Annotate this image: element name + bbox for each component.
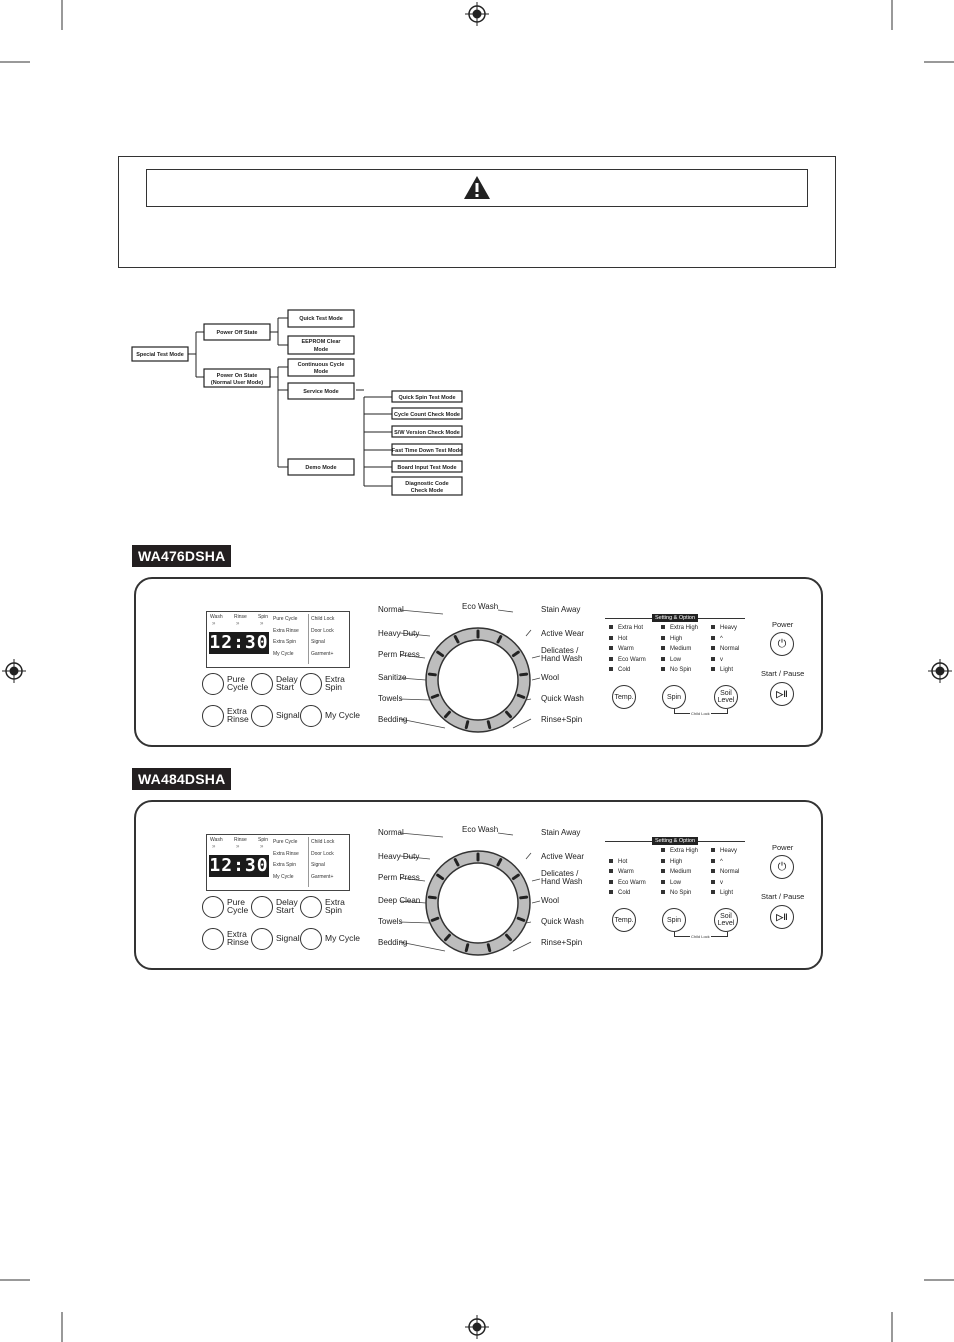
indicator-label: Normal: [720, 869, 740, 875]
cycle-label[interactable]: Eco Wash: [462, 602, 499, 611]
option-button[interactable]: [202, 705, 224, 727]
setting-button-label: [614, 917, 633, 924]
node-diag-2: Check Mode: [410, 488, 444, 494]
dial-knob[interactable]: [438, 863, 518, 943]
dial-tick: [488, 945, 489, 951]
indicator-led: [661, 848, 665, 852]
dial-tick: [518, 918, 524, 920]
option-indicator: [661, 848, 698, 854]
indicator-led: [711, 869, 715, 873]
option-indicator: [609, 890, 630, 896]
indicator-led: [711, 625, 715, 629]
time-value: 12:30: [209, 632, 269, 653]
indicator-label: Hot: [618, 858, 628, 865]
indicator-led: [609, 625, 613, 629]
indicator-led: [661, 869, 665, 873]
lcd-stage-label: Rinse: [234, 614, 247, 620]
option-button-label: [276, 934, 300, 942]
node-demo: Demo Mode: [305, 465, 337, 471]
indicator-led: [661, 646, 665, 650]
cycle-label[interactable]: Normal: [378, 605, 404, 614]
cycle-label[interactable]: Active Wear: [541, 629, 584, 638]
indicator-led: [609, 859, 613, 863]
indicator-label: Heavy: [720, 625, 738, 631]
node-fast-time: Fast Time Down Test Mode: [391, 448, 463, 454]
setting-label: Setting & Option: [652, 614, 698, 622]
label-line-1: Delay: [276, 897, 298, 907]
start-pause-label: Start / Pause: [761, 892, 805, 901]
cycle-label[interactable]: Wool: [541, 673, 560, 682]
cycle-label[interactable]: Rinse+Spin: [541, 715, 583, 724]
node-eeprom-2: Mode: [313, 347, 329, 353]
dial-knob[interactable]: [438, 640, 518, 720]
indicator-label: High: [670, 858, 683, 865]
node-quick-test: Quick Test Mode: [299, 316, 343, 322]
indicator-label: Low: [670, 656, 682, 663]
cycle-label[interactable]: Stain Away: [541, 828, 581, 837]
lcd-indicator: Extra Spin: [273, 862, 297, 868]
indicator-led: [609, 667, 613, 671]
time-display: [209, 632, 269, 654]
leader-line: [513, 719, 531, 728]
setting-button[interactable]: [662, 685, 686, 709]
option-button[interactable]: [300, 896, 322, 918]
setting-button-label: [718, 690, 735, 704]
dial-tick: [429, 674, 435, 675]
cycle-label[interactable]: Normal: [378, 828, 404, 837]
indicator-label: Extra Hot: [618, 625, 644, 631]
option-button-label: [325, 675, 345, 691]
option-indicator: [609, 859, 627, 865]
indicator-led: [711, 859, 715, 863]
indicator-label: Medium: [670, 646, 692, 652]
cycle-label[interactable]: Towels: [378, 917, 403, 926]
node-continuous-2: Mode: [313, 369, 329, 375]
cycle-label[interactable]: Delicates /: [541, 646, 579, 655]
option-indicator: [711, 890, 733, 896]
leader-line: [400, 610, 443, 614]
label-line-1: Temp.: [614, 693, 634, 701]
indicator-label: No Spin: [670, 890, 692, 896]
power-button[interactable]: [770, 632, 794, 656]
option-button[interactable]: [202, 896, 224, 918]
option-indicator: [711, 880, 723, 886]
indicator-led: [609, 890, 613, 894]
label-line-1: Temp.: [614, 916, 634, 924]
power-button[interactable]: [770, 855, 794, 879]
lcd-arrow-icon: »: [236, 844, 240, 850]
option-indicator: [661, 657, 681, 663]
indicator-label: Hot: [618, 635, 628, 642]
option-indicator: [609, 869, 634, 875]
option-button-label: [227, 675, 248, 691]
option-button-label: [325, 934, 360, 942]
indicator-label: No Spin: [670, 667, 692, 673]
node-diag-1: Diagnostic Code: [405, 481, 449, 487]
setting-button[interactable]: [662, 908, 686, 932]
cycle-label[interactable]: Active Wear: [541, 852, 584, 861]
lcd-arrow-icon: »: [212, 844, 216, 850]
option-indicator: [609, 625, 643, 631]
option-button[interactable]: [251, 705, 273, 727]
label-line-2: Rinse: [227, 714, 249, 724]
option-button-label: [276, 711, 300, 719]
dial-tick: [518, 695, 524, 697]
label-line-2: Start: [276, 905, 294, 915]
node-power-off: Power Off State: [216, 330, 258, 336]
indicator-label: Low: [670, 879, 682, 886]
node-service: Service Mode: [303, 389, 339, 395]
node-board-input: Board Input Test Mode: [397, 465, 457, 471]
time-value: 12:30: [209, 855, 269, 876]
option-indicator: [661, 625, 698, 631]
lcd-indicator: Pure Cycle: [273, 839, 298, 845]
leader-line: [526, 853, 531, 859]
option-indicator: [711, 859, 723, 865]
indicator-label: Heavy: [720, 848, 738, 854]
indicator-led: [609, 657, 613, 661]
label-line-1: Signal: [276, 933, 300, 943]
indicator-label: ^: [720, 858, 723, 865]
indicator-label: Cold: [618, 890, 631, 896]
dial-tick: [521, 674, 527, 675]
leader-line: [532, 901, 540, 903]
option-indicator: [711, 625, 737, 631]
setting-button[interactable]: [714, 908, 738, 932]
label-line-2: Rinse: [227, 937, 249, 947]
label-line-2: Level: [717, 920, 735, 927]
option-indicator: [711, 869, 739, 875]
power-label: Power: [772, 620, 794, 629]
label-line-1: Pure: [227, 897, 245, 907]
label-line-2: Start: [276, 682, 294, 692]
child-lock-label: Child Lock: [691, 934, 710, 939]
lcd-indicator: Extra Rinse: [273, 850, 299, 857]
option-indicator: [609, 646, 634, 652]
indicator-led: [661, 880, 665, 884]
lcd-indicator: Extra Rinse: [273, 627, 299, 634]
option-indicator: [609, 667, 630, 673]
indicator-label: Light: [720, 890, 734, 896]
dial-tick: [488, 722, 489, 728]
lcd-arrow-icon: »: [236, 621, 240, 627]
time-display: [209, 855, 269, 877]
start-pause-label: Start / Pause: [761, 669, 805, 678]
node-power-on-2: (Normal User Mode): [210, 380, 264, 386]
indicator-led: [711, 646, 715, 650]
leader-line: [513, 942, 531, 951]
lcd-stage-label: Spin: [258, 837, 269, 843]
model-tag: WA476DSHA: [132, 545, 231, 567]
indicator-label: v: [720, 879, 723, 886]
start-pause-button[interactable]: [770, 905, 794, 929]
warning-header: [146, 169, 808, 207]
lcd-indicator: Signal: [311, 862, 325, 868]
node-quick-spin: Quick Spin Test Mode: [398, 395, 456, 401]
setting-button[interactable]: [612, 685, 636, 709]
indicator-led: [661, 636, 665, 640]
lcd-stage-label: Wash: [210, 614, 223, 620]
option-indicator: [609, 880, 646, 886]
indicator-led: [711, 880, 715, 884]
power-icon: ⏻: [777, 637, 787, 650]
child-lock-label: Child Lock: [691, 711, 710, 716]
lcd-stage-label: Rinse: [234, 837, 247, 843]
indicator-led: [609, 869, 613, 873]
leader-line: [498, 610, 513, 612]
label-line-2: Level: [717, 697, 735, 704]
cycle-label[interactable]: Perm Press: [378, 650, 420, 659]
indicator-label: ^: [720, 635, 723, 642]
option-indicator: [661, 869, 691, 875]
indicator-label: Warm: [618, 869, 634, 875]
lcd-stage-label: Spin: [258, 614, 269, 620]
option-indicator: [661, 636, 682, 642]
lcd-indicator: Garment+: [311, 650, 334, 657]
option-indicator: [609, 657, 646, 663]
option-indicator: [661, 646, 691, 652]
indicator-led: [609, 636, 613, 640]
dial-tick: [432, 918, 438, 920]
option-indicator: [711, 848, 737, 854]
power-icon: ⏻: [777, 860, 787, 873]
setting-button-label: [614, 694, 633, 701]
leader-line: [400, 922, 430, 923]
indicator-label: Medium: [670, 869, 692, 875]
indicator-label: Extra High: [670, 625, 699, 631]
lcd-indicator: Extra Spin: [273, 639, 297, 645]
washer-panel-2: [0, 768, 954, 978]
label-line-2: Cycle: [227, 682, 249, 692]
option-button-label: [227, 898, 248, 914]
setting-label: Setting & Option: [652, 837, 698, 845]
option-button[interactable]: [300, 928, 322, 950]
cycle-label[interactable]: Perm Press: [378, 873, 420, 882]
indicator-led: [711, 636, 715, 640]
indicator-label: Eco Warm: [618, 656, 646, 663]
lcd-stage-label: Wash: [210, 837, 223, 843]
power-label: Power: [772, 843, 794, 852]
indicator-label: Cold: [618, 667, 631, 673]
lcd-indicator: Pure Cycle: [273, 616, 298, 622]
cycle-label[interactable]: Rinse+Spin: [541, 938, 583, 947]
indicator-label: Warm: [618, 646, 634, 652]
cycle-label[interactable]: Hand Wash: [541, 877, 583, 886]
option-indicator: [609, 636, 627, 642]
label-line-2: Spin: [325, 905, 343, 915]
node-special-test-mode: Special Test Mode: [136, 352, 184, 358]
washer-panel-1: [0, 545, 954, 755]
cycle-label[interactable]: Quick Wash: [541, 917, 584, 926]
option-button[interactable]: [202, 928, 224, 950]
dial-tick: [521, 897, 527, 898]
lcd-divider: [308, 614, 309, 664]
lcd-indicator: Child Lock: [311, 839, 335, 845]
option-indicator: [711, 636, 723, 642]
node-continuous-1: Continuous Cycle: [297, 362, 345, 368]
option-indicator: [661, 890, 691, 896]
indicator-led: [661, 625, 665, 629]
option-indicator: [661, 667, 691, 673]
leader-line: [532, 678, 540, 680]
node-cycle-count: Cycle Count Check Mode: [393, 412, 461, 418]
option-button[interactable]: [300, 673, 322, 695]
lcd-indicator: Child Lock: [311, 616, 335, 622]
cycle-label[interactable]: Hand Wash: [541, 654, 583, 663]
test-mode-diagram: [120, 300, 480, 510]
option-button-label: [325, 711, 360, 719]
lcd-indicator: Garment+: [311, 873, 334, 880]
label-line-1: My Cycle: [325, 933, 360, 943]
lcd-display: [206, 611, 350, 668]
option-button[interactable]: [202, 673, 224, 695]
lcd-divider: [308, 837, 309, 887]
cycle-label[interactable]: Stain Away: [541, 605, 581, 614]
indicator-led: [711, 657, 715, 661]
leader-line: [498, 833, 513, 835]
option-button-label: [276, 898, 298, 914]
label-line-1: Extra: [325, 674, 345, 684]
indicator-led: [661, 859, 665, 863]
indicator-led: [711, 667, 715, 671]
lcd-indicator: My Cycle: [273, 873, 294, 880]
warning-box: [118, 156, 836, 268]
option-button-label: [276, 675, 298, 691]
option-indicator: [661, 880, 681, 886]
cycle-label[interactable]: Sanitize: [378, 673, 407, 682]
indicator-led: [711, 848, 715, 852]
label-line-1: Soil: [720, 690, 732, 697]
cycle-label[interactable]: Heavy Duty: [378, 629, 420, 638]
label-line-1: My Cycle: [325, 710, 360, 720]
label-line-1: Extra: [227, 706, 247, 716]
cycle-label[interactable]: Heavy Duty: [378, 852, 420, 861]
indicator-label: High: [670, 635, 683, 642]
cycle-label[interactable]: Eco Wash: [462, 825, 499, 834]
leader-line: [400, 833, 443, 837]
label-line-1: Pure: [227, 674, 245, 684]
label-line-1: Delay: [276, 674, 298, 684]
indicator-label: Extra High: [670, 848, 699, 854]
option-button[interactable]: [300, 705, 322, 727]
label-line-1: Extra: [227, 929, 247, 939]
indicator-led: [661, 657, 665, 661]
node-sw-version: S/W Version Check Mode: [394, 430, 460, 436]
indicator-led: [661, 667, 665, 671]
label-line-2: Cycle: [227, 905, 249, 915]
indicator-label: v: [720, 656, 723, 663]
lcd-arrow-icon: »: [260, 621, 264, 627]
option-indicator: [661, 859, 682, 865]
option-button-label: [227, 930, 249, 946]
indicator-label: Normal: [720, 646, 740, 652]
option-indicator: [711, 646, 739, 652]
leader-line: [532, 656, 540, 658]
setting-button-label: [667, 917, 681, 924]
indicator-led: [609, 646, 613, 650]
registration-mark-bottom: [465, 1315, 489, 1339]
dial-tick: [466, 722, 467, 728]
option-button[interactable]: [251, 673, 273, 695]
cycle-label[interactable]: Wool: [541, 896, 560, 905]
cycle-label[interactable]: Bedding: [378, 938, 408, 947]
leader-line: [532, 879, 540, 881]
cycle-label[interactable]: Quick Wash: [541, 694, 584, 703]
option-button[interactable]: [251, 928, 273, 950]
cycle-label[interactable]: Bedding: [378, 715, 408, 724]
setting-button-label: [667, 694, 681, 701]
model-tag: WA484DSHA: [132, 768, 231, 790]
leader-line: [400, 699, 430, 700]
indicator-led: [711, 890, 715, 894]
start-pause-button[interactable]: [770, 682, 794, 706]
registration-mark-top: [465, 2, 489, 26]
leader-line: [526, 630, 531, 636]
label-line-1: Spin: [666, 916, 681, 924]
cycle-label[interactable]: Delicates /: [541, 869, 579, 878]
dial-tick: [432, 695, 438, 697]
node-eeprom-1: EEPROM Clear: [301, 339, 341, 345]
lcd-arrow-icon: »: [260, 844, 264, 850]
indicator-led: [609, 880, 613, 884]
label-line-1: Signal: [276, 710, 300, 720]
lcd-arrow-icon: »: [212, 621, 216, 627]
label-line-1: Soil: [720, 913, 732, 920]
lcd-indicator: Door Lock: [311, 627, 334, 634]
lcd-indicator: My Cycle: [273, 650, 294, 657]
play-pause-icon: ▷‖: [776, 688, 788, 699]
dial-tick: [466, 945, 467, 951]
node-power-on-1: Power On State: [216, 373, 258, 379]
indicator-led: [661, 890, 665, 894]
warning-icon: [463, 175, 491, 200]
cycle-label[interactable]: Towels: [378, 694, 403, 703]
option-button-label: [325, 898, 345, 914]
indicator-label: Eco Warm: [618, 879, 646, 886]
setting-button[interactable]: [612, 908, 636, 932]
lcd-indicator: Door Lock: [311, 850, 334, 857]
label-line-2: Spin: [325, 682, 343, 692]
play-pause-icon: ▷‖: [776, 911, 788, 922]
label-line-1: Spin: [666, 693, 681, 701]
lcd-display: [206, 834, 350, 891]
setting-button-label: [718, 913, 735, 927]
label-line-1: Extra: [325, 897, 345, 907]
option-indicator: [711, 657, 723, 663]
option-button[interactable]: [251, 896, 273, 918]
dial-tick: [429, 897, 435, 898]
option-indicator: [711, 667, 733, 673]
indicator-label: Light: [720, 667, 734, 673]
lcd-indicator: Signal: [311, 639, 325, 645]
setting-button[interactable]: [714, 685, 738, 709]
cycle-label[interactable]: Deep Clean: [378, 896, 421, 905]
option-button-label: [227, 707, 249, 723]
